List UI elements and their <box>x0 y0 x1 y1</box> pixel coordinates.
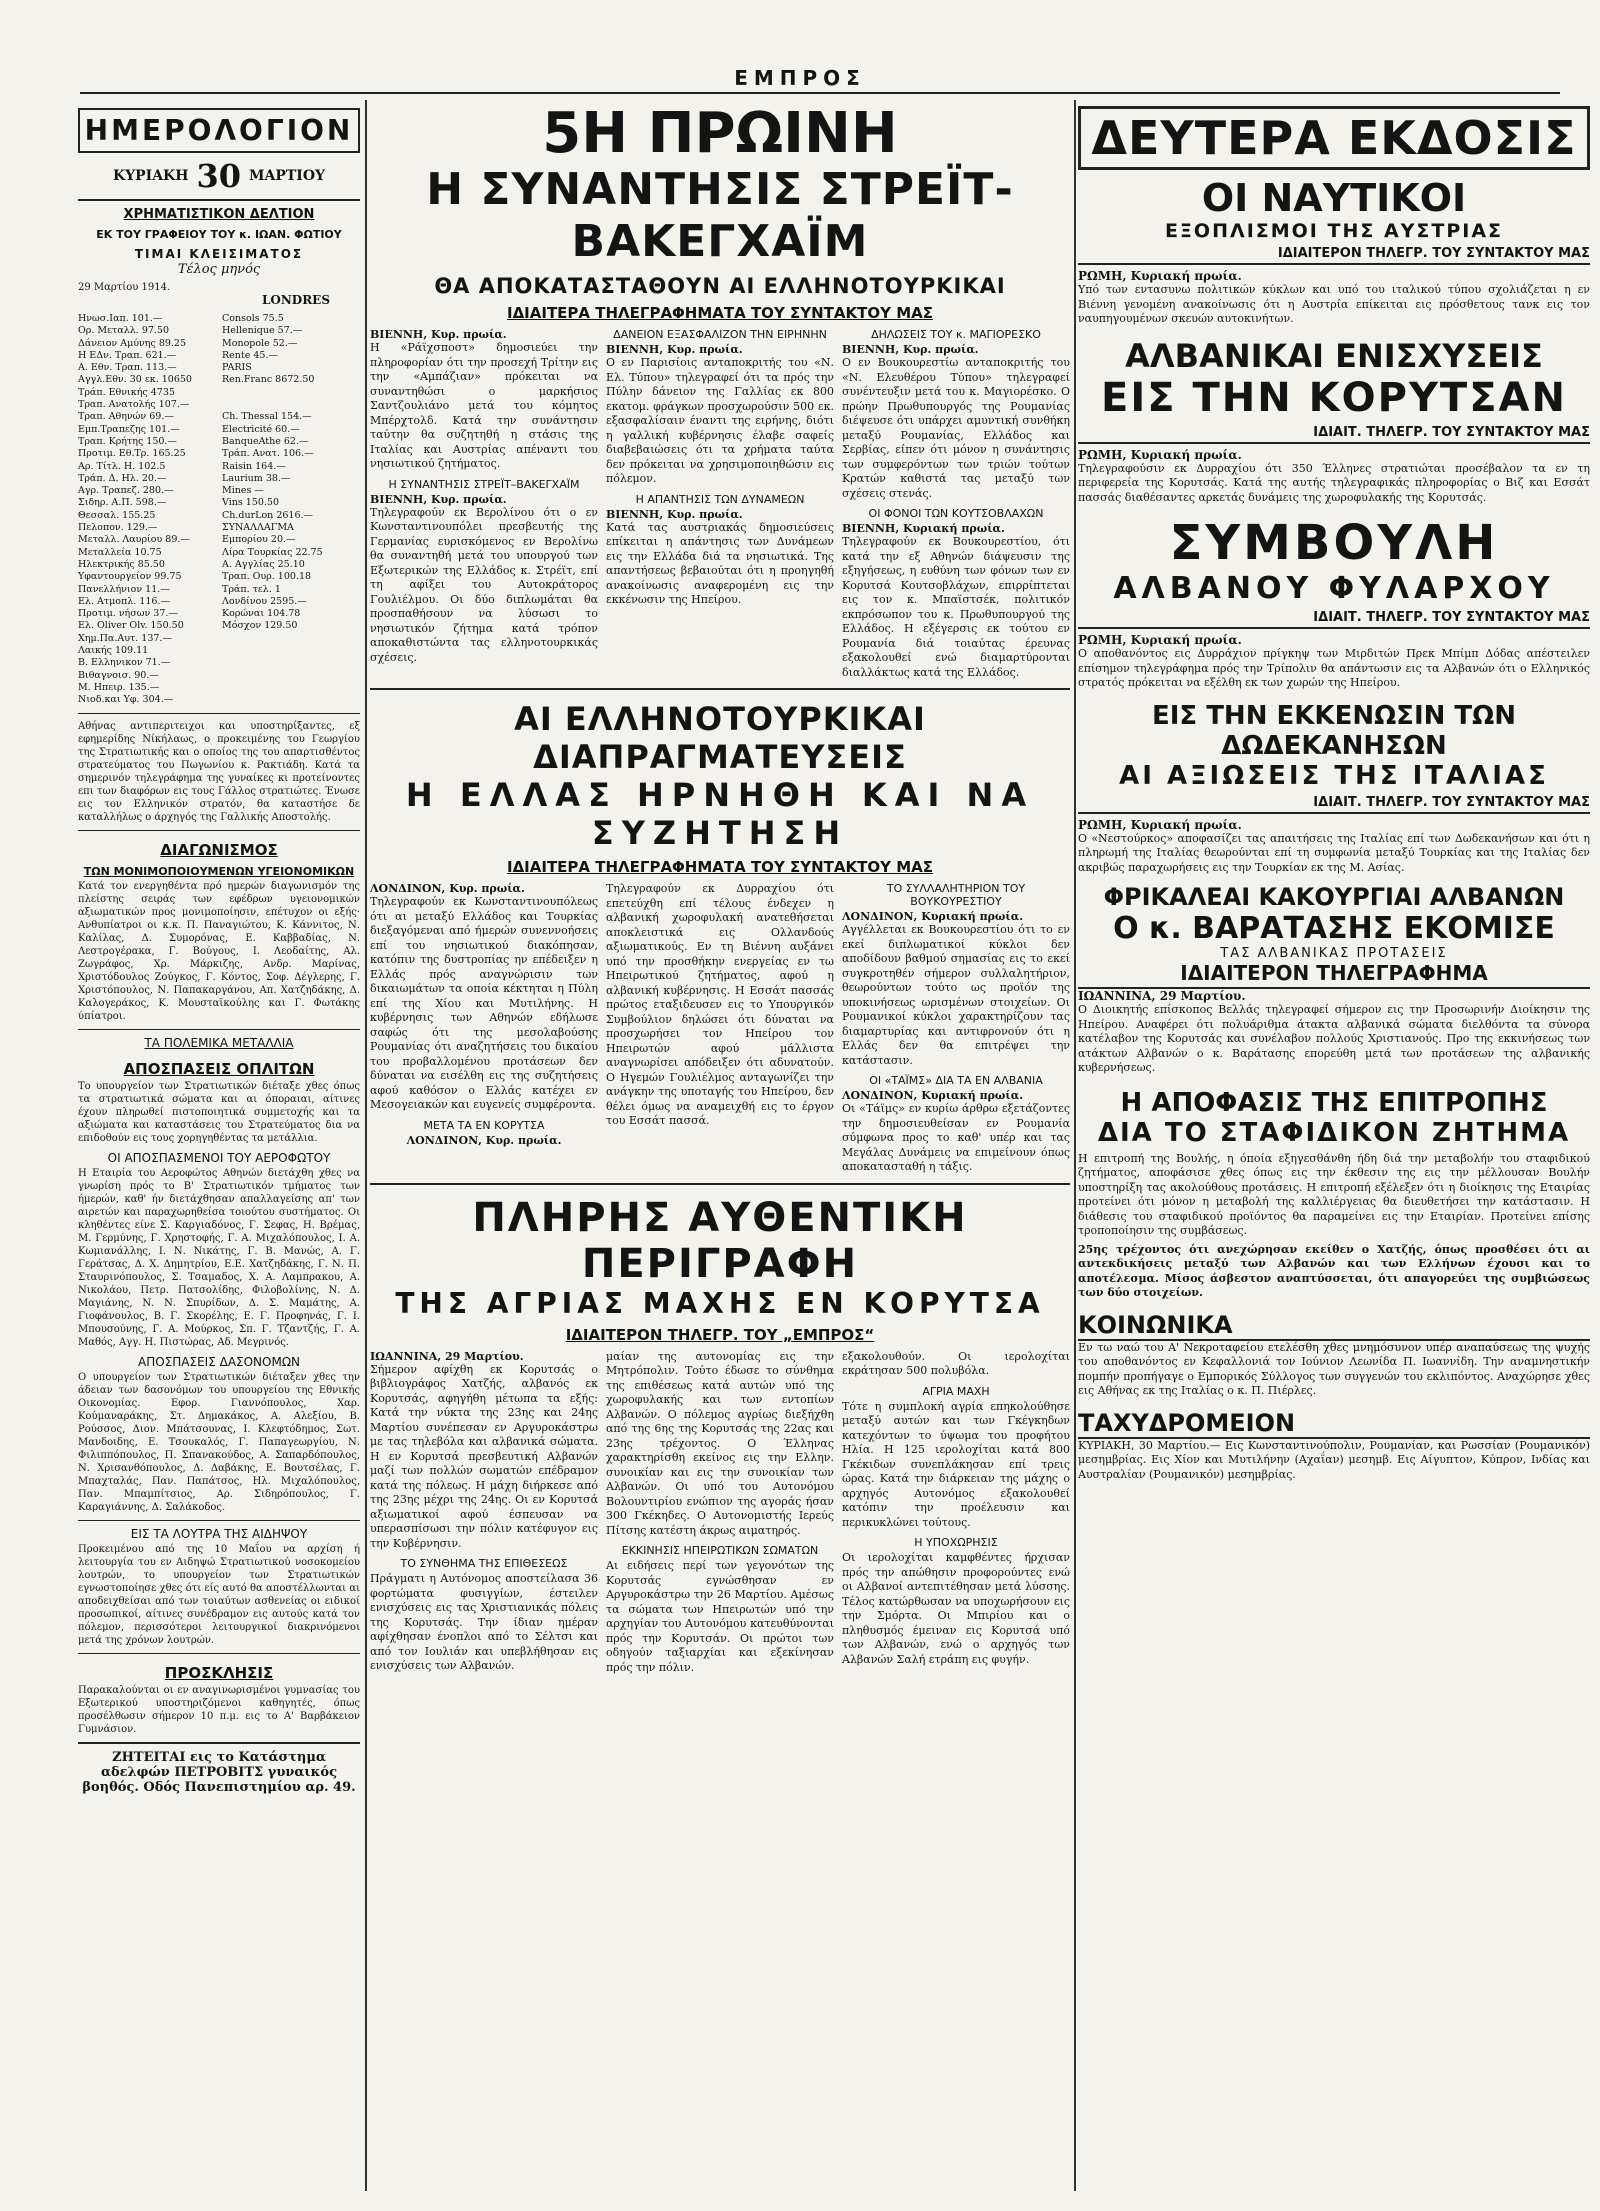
article-subtitle: ΟΙ ΦΟΝΟΙ ΤΩΝ ΚΟΥΤΣΟΒΛΑΧΩΝ <box>868 507 1044 520</box>
price-cell-right: Μόσχον 129.50 <box>222 620 298 632</box>
article-text: Σήμερον αφίχθη εκ Κορυτσάς ο βιβλιογράφος Χατζής, αλβανός εκ Κορυτσάς, αφηγήθη μέτωπα τα εξής: Κατά την νύκτα της 23ης και 24ης Μαρτίου συνέπεσαν εν Αργυροκάστρω με τας τηλεβόλα και αλβανικά σώματα. Η εν Κορυτσά πρεσβευτική Αλβανών μαζί των πολλών σωματών επέδραμον κατά της πόλεως. Η μάχη διήρκεσε από της 23ης μέχρι της 24ης. Οι εν Κορυτσά αξιωματικοί αφού έσπευσαν να υπερασπίσωσι την πόλιν κατέφυγον εις την Κυβέρνησιν. <box>370 1362 598 1550</box>
article-text: εξακολουθούν. Οι ιερολοχίται εκράτησαν 500 πολυβόλα. <box>842 1349 1070 1377</box>
headline-currant: ΔΙΑ ΤΟ ΣΤΑΦΙΔΙΚΟΝ ΖΗΤΗΜΑ <box>1097 1117 1571 1148</box>
price-cell-left: Μεταλλεία 10.75 <box>78 546 162 558</box>
price-cell-right <box>222 399 360 411</box>
price-cell-left: Μεταλλ. Λαυρίου 89.— <box>78 534 190 546</box>
article-subtitle: Η ΥΠΟΧΩΡΗΣΙΣ <box>914 1536 998 1549</box>
calendar-date-number: 30 <box>196 157 241 195</box>
classified-ad: ΖΗΤΕΙΤΑΙ εις το Κατάστημα αδελφών ΠΕΤΡΟΒΙΤΣ γυναικός βοηθός. Οδός Πανεπιστημίου αρ. 49. <box>82 1749 356 1795</box>
price-cell-left: Αρ. Τίτλ. Η. 102.5 <box>78 460 166 472</box>
secondments-title: ΑΠΟΣΠΑΣΕΙΣ ΟΠΛΙΤΩΝ <box>123 1059 315 1078</box>
telegram-banner: ΙΔΙΑΙΤΕΡΟΝ ΤΗΛΕΓΡΑΦΗΜΑ <box>1078 961 1590 989</box>
price-cell-right: Hellenique 57.— <box>222 325 303 337</box>
calendar-date <box>78 157 360 201</box>
article-text: 25ης τρέχοντος ότι ανεχώρησαν εκείθεν ο Χατζής, όπως προσθέσει ότι αι αντεκδικήσεις μεταξύ των Αλβανών και των Ελλήνων έχουσι και το αποτέλεσμα. Μίσος άσβεστον αναπτύσσεται, ότι απαγορεύει της συμβιώσεως των δύο στοιχείων. <box>1078 1242 1590 1299</box>
byline: ΒΙΕΝΝΗ, Κυρ. πρωία. <box>842 343 979 356</box>
section-headline: ΑΙ ΕΛΛΗΝΟΤΟΥΡΚΙΚΑΙ ΔΙΑΠΡΑΓΜΑΤΕΥΣΕΙΣ <box>514 700 926 776</box>
price-cell-right: Εμπορίου 20.— <box>222 534 296 546</box>
price-cell-left: Προτιμ. νήσων 37.— <box>78 608 178 620</box>
headline-advice: ΣΥΜΒΟΥΛΗ <box>1169 515 1499 571</box>
telegram-banner: ΙΔΙΑΙΤΕΡΑ ΤΗΛΕΓΡΑΦΗΜΑΤΑ ΤΟΥ ΣΥΝΤΑΚΤΟΥ ΜΑΣ <box>506 858 933 876</box>
article-col <box>606 328 834 680</box>
byline: ΙΩΑΝΝΙΝΑ, 29 Μαρτίου. <box>370 1349 524 1363</box>
article-text: Τηλεγραφούσιν εκ Δυρραχίου ότι 350 Έλληνες στρατιώται προσέβαλον τα εν τη περιφερεία της Κορυτσάς. Κατά της αυτής τηλεγραφικάς πληροφορίας ο Βιζ και Εσσάτ πασσάς διαθέσαντες αρκετάς δυνάμεις της χωροφυλακής της Κορυτσάς. <box>1078 461 1590 504</box>
price-cell-right: Κορώναι 104.78 <box>222 608 301 620</box>
price-cell-left: Βιθαγνοισ. 90.— <box>78 669 159 681</box>
top-articles <box>370 328 1070 680</box>
byline: ΡΩΜΗ, Κυριακή πρωία. <box>1078 817 1242 832</box>
article-text: μαίαν της αυτονομίας εις την Μητρόπολιν. Τούτο έδωσε το σύνθημα της επιθέσεως κατά αυτών υπό της χωροφυλακής και των εντοπίων Αλβανών. Ο πόλεμος αγρίως διεξήχθη από της 6ης της Κορυτσάς της 22ας και 23ης τρέχοντος. Ο Έλληνας χαρακτηρίσθη εκείνος εις την Ελλην. συνοικίαν και εις την συνοικίαν των Αλβανών. Οι υπό του Αυτονόμου Βολουντιρίου ενώπιον της αγοράς ήσαν 300 Γκέκηδες. Ο Αυτονομιστής Ιερεύς Πίτσης κατέστη άκρως αιματηρός. <box>606 1349 834 1537</box>
price-cell-right: Electricité 60.— <box>222 423 300 435</box>
price-cell-left: Ηνωσ.Ιαπ. 101.— <box>78 313 163 324</box>
right-column <box>1078 100 1590 2191</box>
divider <box>78 1029 360 1030</box>
article-col <box>606 882 834 1175</box>
social-title: ΚΟΙΝΩΝΙΚΑ <box>1078 1311 1590 1341</box>
price-cell-right: BanqueAthe 62.— <box>222 435 309 447</box>
price-cell-right <box>222 387 360 399</box>
article-col <box>370 882 598 1175</box>
left-column <box>78 100 360 2191</box>
price-cell-right: Λονδίνου 2595.— <box>222 595 307 607</box>
divider <box>78 1742 360 1744</box>
invitation-text: Παρακαλούνται οι εν αναγινωρισμένοι γυμνασίας του Εξωτερικού υποστηριζόμενοι καθηγητές, όπως προσέλθωσιν σήμερον 10 π.μ. εις το Α' Βαρβάκειον Γυμνάσιον. <box>78 1684 360 1735</box>
social-text: Εν τω ναώ του Α' Νεκροταφείου ετελέσθη χθες μνημόσυνον υπέρ αναπαύσεως της ψυχής του αποθανόντος εν Κεφαλλονιά τον Ιούνιον Λεωνίδα Π. Ιωαννίδη. Την αναμνηστικήν πομπήν προπήγαγε ο Εμπορικός Σύλλογος των συγγενών του εκλιπόντος. Αναχώρησε χθες εις Αθήνας εκ της Ιταλίας ο κ. Π. Πιέρλες. <box>1078 1340 1590 1397</box>
price-cell-left: Εμπ.Τραπεζης 101.— <box>78 423 180 435</box>
price-cell-left: Θεσσαλ. 155.25 <box>78 509 156 521</box>
divider <box>78 713 360 714</box>
byline: ΛΟΝΔΙΝΟΝ, Κυρ. πρωία. <box>370 882 525 895</box>
article-text: Ο εν Παρισίοις ανταποκριτής του «Ν. Ελ. Τύπου» τηλεγραφεί ότι τα πρός την Πύλην δάνειον της Γαλλίας εκ 800 εκατομ. φράγκων προσχωρούσιν 500 εκ. εξασφαλίσαιν έναντι της ειρήνης, διότι η γαλλική κυβέρνησις έλαβε σαφείς διαβεβαιώσεις ότι τα χρήματα ταύτα δεν πρόκειται να χρησιμοποιηθώσιν εις πόλεμον. <box>606 356 834 485</box>
main-subheadline: ΘΑ ΑΠΟΚΑΤΑΣΤΑΘΟΥΝ ΑΙ ΕΛΛΗΝΟΤΟΥΡΚΙΚΑΙ <box>434 274 1006 298</box>
stock-bulletin-source: ΕΚ ΤΟΥ ΓΡΑΦΕΙΟΥ ΤΟΥ κ. ΙΩΑΝ. ΦΩΤΙΟΥ <box>96 228 342 241</box>
article-text: Ο «Νεστούρκος» αποφασίζει τας απαιτήσεις της Ιταλίας επί των Δωδεκανήσων και ότι η πληρωμή της Ιταλίας θεωρούνται επί τη συμφωνία μεταξύ Τουρκίας και της Ιταλίας δεν ακριβώς παραχωρήσεις εις την Τουρκίαν εκ της Μ. Ασίας. <box>1078 831 1590 874</box>
stock-bulletin-title: ΧΡΗΜΑΤΙΣΤΙΚΟΝ ΔΕΛΤΙΟΝ <box>123 207 315 222</box>
divider <box>370 1183 1070 1185</box>
headline-naval-sub: ΕΞΟΠΛΙΣΜΟΙ ΤΗΣ ΑΥΣΤΡΙΑΣ <box>1164 220 1504 242</box>
price-cell-left: Τραπ. Κρήτης 150.— <box>78 435 177 447</box>
article-subtitle: ΤΟ ΣΥΛΛΑΛΗΤΗΡΙΟΝ ΤΟΥ ΒΟΥΚΟΥΡΕΣΤΙΟΥ <box>886 882 1026 908</box>
article-subtitle: ΔΑΝΕΙΟΝ ΕΞΑΣΦΑΛΙΖΟΝ ΤΗΝ ΕΙΡΗΝΗΝ <box>613 328 827 341</box>
calendar-day: ΚΥΡΙΑΚΗ <box>112 168 189 184</box>
price-cell-right <box>222 694 360 706</box>
headline-committee: Η ΑΠΟΦΑΣΙΣ ΤΗΣ ΕΠΙΤΡΟΠΗΣ <box>1120 1087 1548 1118</box>
headline-proposals: ΤΑΣ ΑΛΒΑΝΙΚΑΣ ΠΡΟΤΑΣΕΙΣ <box>1220 946 1448 961</box>
column-divider <box>365 100 367 2191</box>
contest-text: Κατά τον ενεργηθέντα πρό ημερών διαγωνισμόν της πλείστης σειράς των εφέδρων υγειονομικών αξιωματικών προς μονιμοποίησιν, επέτυχον οι εξής· Ανθυπίατροι οι κ.κ. Π. Παναγιώτου, Κ. Κάννιτος, Ν. Καλίλας, Δ. Συμορόνας, Ε. Καββαδίας, Ν. Λεστρογέρακα, Γ. Βούγους, Ι. Λεοδαίτης, Αλ. Ζωγράφος, Χρ. Μάρκιζης, Ανδρ. Μαρίνας, Χριστόδουλος Ζούγκος, Γ. Κόντος, Σοφ. Δέγλερης, Γ. Χριστόπουλος, Ν. Παπακαργάνου, Απ. Χατζηδάκης, Δ. Καλογεράκος, Κ. Μουσταϊκούλης και Γ. Φωτάκης ύπίατροι. <box>78 880 360 1022</box>
masthead <box>0 66 1600 90</box>
price-cell-right: Mines — <box>222 485 264 497</box>
contest-title: ΔΙΑΓΩΝΙΣΜΟΣ <box>160 840 278 859</box>
headline-naval: ΟΙ ΝΑΥΤΙΚΟΙ <box>1201 176 1467 220</box>
headline-chieftain: ΑΛΒΑΝΟΥ ΦΥΛΑΡΧΟΥ <box>1113 571 1555 606</box>
price-cell-left: Ελ. Ατμοπλ. 116.— <box>78 595 170 607</box>
price-cell-left: Τραπ. Αθηνών 69.— <box>78 411 174 423</box>
divider <box>78 830 360 831</box>
price-cell-right: Τραπ. Ουρ. 100.18 <box>222 571 312 583</box>
price-cell-right: Monopole 52.— <box>222 337 298 349</box>
article-text: Ο εν Βουκουρεστίω ανταποκριτής του «Ν. Ελευθέρου Τύπου» τηλεγραφεί συνέντευξιν μετά του κ. Μαγιορέσκο. Ο πρώην Πρωθυπουργός της Ρουμανίας διέψευσε ότι υπάρχει αμυντική συνθήκη μεταξύ Ρουμανίας, Ελλάδος και Σερβίας, είπεν ότι μόνον η συνάντησις των συμφερόντων των τριών τούτων Κρατών καθιστά τας μεταξύ των σχέσεις στενάς. <box>842 356 1070 500</box>
article-text: Ο Διοικητής επίσκοπος Βελλάς τηλεγραφεί σήμερον εις την Προσωρινήν Διοίκησιν της Ηπείρου. Αναφέρει ότι πολυάριθμα άτακτα αλβανικά σώματα διελθόντα τα σύνορα κατέλαβον της Κορυτσάς και συνέλαβον πολλούς Χριστιανούς. Προ της εκκινήσεως των ατάκτων Αλβανών ο κ. Βαράτασης επορεύθη μετά των προτάσεων της αλβανικής κυβερνήσεως. <box>1078 1003 1590 1074</box>
price-cell-right: Laurium 38.— <box>222 472 291 484</box>
article-subtitle: ΔΗΛΩΣΕΙΣ ΤΟΥ κ. ΜΑΓΙΟΡΕΣΚΟ <box>871 328 1041 341</box>
price-cell-right: Τράπ. τελ. 1 <box>222 583 281 595</box>
calendar-title: ΗΜΕΡΟΛΟΓΙΟΝ <box>78 108 360 153</box>
article-text: Υπό των εντασυνω πολιτικών κύκλων και υπό του ιταλικού τύπου σχολιάζεται η εν Βιέννη γενομένη ανακοίνωσις ότι η Αυστρία επίκειται εις πρόσθετους τανκ εις τον ναυπηγουμένων σκευών αυτοκινήτων. <box>1078 283 1590 325</box>
article-col <box>370 328 598 680</box>
price-cell-right: PARIS <box>222 362 252 374</box>
byline: ΡΩΜΗ, Κυριακή πρωία. <box>1078 269 1242 283</box>
divider <box>78 1520 360 1521</box>
battle-headline: ΠΛΗΡΗΣ ΑΥΘΕΝΤΙΚΗ ΠΕΡΙΓΡΑΦΗ <box>472 1194 968 1287</box>
telegram-banner: ΙΔΙΑΙΤ. ΤΗΛΕΓΡ. ΤΟΥ ΣΥΝΤΑΚΤΟΥ ΜΑΣ <box>1078 795 1590 814</box>
masthead-title: ΕΜΠΡΟΣ <box>734 66 866 90</box>
price-cell-right: Α. Αγγλίας 25.10 <box>222 558 305 570</box>
headline-atrocities: ΦΡΙΚΑΛΕΑΙ ΚΑΚΟΥΡΓΙΑΙ ΑΛΒΑΝΩΝ <box>1103 883 1565 911</box>
post-office-title: ΤΑΧΥΔΡΟΜΕΙΟΝ <box>1078 1409 1590 1439</box>
price-cell-left: Αγρ. Τραπεζ. 280.— <box>78 485 174 497</box>
price-cell-right: ΣΥΝΑΛΛΑΓΜΑ <box>222 522 294 534</box>
byline: ΒΙΕΝΝΗ, Κυρ. πρωία. <box>370 328 507 341</box>
price-cell-right: Τράπ. Ανατ. 106.— <box>222 448 314 460</box>
middle-articles <box>370 882 1070 1175</box>
battle-headline-2: ΤΗΣ ΑΓΡΙΑΣ ΜΑΧΗΣ ΕΝ ΚΟΡΥΤΣΑ <box>395 1286 1045 1320</box>
price-cell-left: Δάνειον Αμύνης 89.25 <box>78 337 187 349</box>
divider <box>78 1653 360 1654</box>
price-cell-right: Ch. Thessal 154.— <box>222 411 312 423</box>
article-subtitle: ΑΓΡΙΑ ΜΑΧΗ <box>922 1384 990 1398</box>
headline-varatasis: Ο κ. ΒΑΡΑΤΑΣΗΣ ΕΚΟΜΙΣΕ <box>1113 911 1555 946</box>
price-cell-left: Αγγλ.Εθν. 30 εκ. 10650 <box>78 374 192 386</box>
article-text: Κατά τας αυστριακάς δημοσιεύσεις επίκειται η απάντησις των Δυνάμεων εις την Ελλάδα διά τα νησιωτικά. Της απαντήσεως βεβαιούται ότι η προηγηθή ανακοίνωσις αναφερομένη εις την εκκένωσιν της Ηπείρου. <box>606 520 834 606</box>
article-text: Τηλεγραφούν εκ Βουκουρεστίου, ότι κατά την εξ Αθηνών διάψευσιν της εξηγήσεως, η ευθύνη των φόνων των εν Κορυτσά Κουτσοβλάχων, επιρρίπτεται εις τον κ. Μπαϊστσέκ, πολιτικόν εκπρόσωπον του κ. Πρωθυπουργού της Ελλάδος. Η εξέγερσις εκ τούτου εν Ρουμανία διά τοιαύτας έρευνας εξακολουθεί ενώ διαμαρτύρονται διαλλάκτως κατά της Ελλάδος. <box>842 535 1070 679</box>
price-cell-left: Ηλεκτρικής 85.50 <box>78 558 165 570</box>
headline-albanian-reinforcements: ΑΛΒΑΝΙΚΑΙ ΕΝΙΣΧΥΣΕΙΣ <box>1125 336 1543 375</box>
foresters-text: Ο υπουργείον των Στρατιωτικών διέταξεν χθες την άδειαν των δασονόμων του υπουργείου της Εθνικής Οικονομίας. Εφορ. Γιαννόπουλος, Χαρ. Κούμαναράκης, Στ. Δημακάκος, Α. Αλεξίου, Β. Ρούσσος, Διον. Μπάτσουνας, Ι. Κλεφτόδημος, Σωτ. Μανδοιδης, Ε. Τσουκαλός, Γ. Παπαγεωργίου, Ν. Φιλιππόπουλος, Π. Σπανακούδος, Α. Σαπαρδόπουλος, Ν. Χρισανθόπουλος, Δ. Δαβάκης, Ε. Βουτσέλας, Γ. Μπαχταλάς, Παν. Παπάτσος, Ηλ. Μιχαλόπουλος, Παν. Μπαμπίτσιος, Αρ. Σιδηρόπουλος, Γ. Καραγιάννης, Δ. Σαλάκοδος. <box>78 1371 360 1513</box>
telegram-banner: ΙΔΙΑΙΤ. ΤΗΛΕΓΡ. ΤΟΥ ΣΥΝΤΑΚΤΟΥ ΜΑΣ <box>1078 610 1590 629</box>
telegram-banner: ΙΔΙΑΙΤΕΡΟΝ ΤΗΛΕΓΡ. ΤΟΥ „ΕΜΠΡΟΣ“ <box>565 1325 875 1344</box>
calendar-month: ΜΑΡΤΙΟΥ <box>248 168 326 184</box>
article-col <box>370 1350 598 1676</box>
telegram-banner: ΙΔΙΑΙΤΕΡΑ ΤΗΛΕΓΡΑΦΗΜΑΤΑ ΤΟΥ ΣΥΝΤΑΚΤΟΥ ΜΑΣ <box>506 304 933 322</box>
price-cell-left: Τράπ. Εθνικής 4735 <box>78 386 175 398</box>
article-text: Τηλεγραφούν εκ Δυρραχίου ότι επετεύχθη επί τέλους ένδεχεν η αλβανική χωροφυλακή ανατεθήσεται αποκλειστικά εις Ολλανδούς αξιωματικούς. Εν τη Βιέννη αυξάνει υπό την προσθήκην ενεργείας εν τω Ηπειρωτικού ζητήματος, αφού η αλβανική κυβέρνησις. Η Εσσάτ πασσάς πρώτος εταξιδευσεν εις το Υπουργικόν Συμβούλιον δηλώσει ότι δύναται να προσχωρήσει τον Ηπείρου τον Ηπειρωτών αφού μάλλιστα αναγνωρίσει απόδειξεν ότι αδυνατούν. Ο Ηγεμών Γουλιέλμος ανταγωνίζει την ανάγκην της υποταγής του Ηπείρου, δεν θέλει όμως να αναμειχθή εις το έργον του Εσσάτ πασσά. <box>606 882 834 1127</box>
price-cell-right: Ren.Franc 8672.50 <box>222 374 315 386</box>
invitation-title: ΠΡΟΣΚΛΗΣΙΣ <box>164 1663 274 1682</box>
price-cell-right <box>222 645 360 657</box>
byline: ΛΟΝΔΙΝΟΝ, Κυριακή πρωία. <box>842 1089 1024 1102</box>
article-subtitle: ΤΟ ΣΥΝΘΗΜΑ ΤΗΣ ΕΠΙΘΕΣΕΩΣ <box>400 1557 568 1570</box>
article-text: Η επιτροπή της Βουλής, η όποία εξηγεσθάνθη ήδη διά την μεταβολήν του σταφιδικού ζητήματος, αποφάσισε χθες όπως εις την έκθεσιν της εις την μέλλουσαν Βουλήν υποστηρίξη τας ακολούθους προτάσεις. Η επιτροπή εξέλεξεν ότι η διοίκησις της Εταιρίας προτείνει ότι μόνον η μεταβολή της καλλιέργειας θα διευθετήσει την κατάστασιν. Η διάθεσις του σταφιδικού προϊόντος θα παραμείνει εις την Εταιρίαν. Προτείνει επίσης τροποποίησιν της συμβάσεως. <box>1078 1151 1590 1237</box>
article-text: Ο αποθανόντος εις Δυρράχιον πρίγκηψ των Μιρδιτών Πρεκ Μπίμπ Δόδας απέστειλεν επίσημον τηλεγράφημα πρός την Τρίπολιν θα απάντωσιν εις τα Αλβανών ότι ο Ελληνικός στρατός πρόκειται να εξέλθη εκ των χωρών της Ηπείρου. <box>1078 647 1590 689</box>
article-text: Η «Ράϊχσποστ» δημοσιεύει την πληροφορίαν ότι την προσεχή Τρίτην εις την «Αμπάζιαν» πρόκειται να συναντηθώσι ο μαρκήσιος Σαντζουλιάνο μετά του κόμητος Μπέρχτολδ. Κατά την συνάντησιν ταύτην θα συζητηθή η στάσις της Ιταλίας και Αυστρίας απέναντι του νησιωτικού ζητήματος. <box>370 341 598 470</box>
foresters-title: ΑΠΟΣΠΑΣΕΙΣ ΔΑΣΟΝΟΜΩΝ <box>138 1354 300 1369</box>
article-col <box>842 882 1070 1175</box>
section-headline-2: Η ΕΛΛΑΣ ΗΡΝΗΘΗ ΚΑΙ ΝΑ ΣΥΖΗΤΗΣΗ <box>405 776 1035 852</box>
byline: ΒΙΕΝΝΗ, Κυρ. πρωία. <box>606 343 743 356</box>
article-col <box>606 1350 834 1676</box>
article-text: Τηλεγραφούν εκ Βερολίνου ότι ο εν Κωνσταντινουπόλει πρεσβευτής της Γερμανίας ευρισκόμενος εν Βερολίνω θα συναντηθή μετά του υπουργού των Εξωτερικών της Ελλάδος κ. Στρέϊτ, επί τη αφίξει του Αυτοκράτορος Γουλιέλμου. Οι δύο διπλωμάται θα προσπαθήσουν να λύσωσι το νησιωτικόν ζήτημα κατά τρόπον αποκαθιστώντα τας ελληνοτουρκικάς σχέσεις. <box>370 505 598 664</box>
byline: ΒΙΕΝΝΗ, Κυρ. πρωία. <box>370 492 507 506</box>
article-text: Πράγματι η Αυτόνομος αποστείλασα 36 φορτώματα φυσιγγίων, έστειλεν ενισχύσεις εις τας Χριστιανικάς πόλεις της Κορυτσάς. Την ίδιαν ημέραν αφίχθησαν ένοπλοι από το Σέλτσι και από τον Ιουλιάν και υπεβλήθησαν εις ενισχύσεις των Αλβανών. <box>370 1572 598 1672</box>
article-subtitle: Η ΣΥΝΑΝΤΗΣΙΣ ΣΤΡΕΪΤ–ΒΑΚΕΓΧΑΪΜ <box>388 477 580 491</box>
price-cell-right <box>222 657 360 669</box>
price-cell-left: Η ΕΔν. Τραπ. 621.— <box>78 349 177 361</box>
price-cell-left: Β. Ελληνικον 71.— <box>78 657 171 669</box>
headline-korytsa: ΕΙΣ ΤΗΝ ΚΟΡΥΤΣΑΝ <box>1101 374 1567 421</box>
price-cell-left: Ορ. Μεταλλ. 97.50 <box>78 325 170 337</box>
news-note: Αθήνας αντιπεριτειχοι και υποστηρίξαντες, εξ εφημερίδης Νίκήλαως, ο προκειμένης του Γεωργίου της Στρατιωτικής και ο οποίος της του απαρτισθέντος στρατεύματος του Πωγωνίου κ. Ρακτιάδη. Κατά τα σημερινόν τηλεγράφημα της γυναίκες κι προτείνοντες επι των διαφόρων εις τους Γάλλος στρατιώτες. Ένωσε εις τον Ελληνικόν στρατόν, θα καταστήσε δε καταλλήλως ο άρχηγός της Γαλλικής Αποστολής. <box>78 720 360 823</box>
article-subtitle: ΜΕΤΑ ΤΑ ΕΝ ΚΟΡΥΤΣΑ <box>423 1118 545 1132</box>
medals-title: ΤΑ ΠΟΛΕΜΙΚΑ ΜΕΤΑΛΛΙΑ <box>144 1035 294 1050</box>
byline: ΛΟΝΔΙΝΟΝ, Κυριακή πρωία. <box>842 910 1024 923</box>
price-cell-left: Τραπ. Ανατολής 107.— <box>78 399 190 411</box>
price-table <box>78 313 360 707</box>
secondments-text: Το υπουργείον των Στρατιωτικών διέταξε χθες όπως τα στρατιωτικά σώματα και αι όποραιαι, αίτινες έχουν πληρωθεί πιστοποιητικά συμμετοχής και τα αξιώματα και καταστάσεις του Στρατεύματος δια να επιδοθούν εις τους χορηγηθέντας τα μετάλλια. <box>78 1080 360 1144</box>
article-subtitle: ΕΚΚΙΝΗΣΙΣ ΗΠΕΙΡΩΤΙΚΩΝ ΣΩΜΑΤΩΝ <box>621 1544 819 1557</box>
price-cell-right <box>222 633 360 645</box>
price-cell-left: Σιδηρ. Α.Π. 598.— <box>78 497 167 509</box>
byline: ΒΙΕΝΝΗ, Κυριακή πρωία. <box>842 522 1005 535</box>
post-office-text: ΚΥΡΙΑΚΗ, 30 Μαρτίου.— Εις Κωνσταντινούπολιν, Ρουμανίαν, και Ρωσσίαν (Ρουμανικόν) μεσημβρίας. Εις Χίον και Μυτιλήνην (Αχαΐαν) μεσημβ. Εις Αίγυπτον, Κύπρον, Ινδίας και Αυστραλίαν (Ρουμανικόν) μεσημβρίας. <box>1078 1438 1590 1481</box>
price-cell-right: Raisin 164.— <box>222 460 286 472</box>
article-text: Αι ειδήσεις περί των γεγονότων της Κορυτσάς εγνώσθησαν εν Αργυροκάστρω την 26 Μαρτίου. Αμέσως τα σώματα των Ηπειρωτών υπό την αρχηγίαν του Αυτονόμου κατευθύνονται πρός την Κορυτσάν. Οι πρώτοι των οδηγούν ταξιαρχίαι και εξεκίνησαν πρός την πόλιν. <box>606 1559 834 1674</box>
divider <box>370 688 1070 690</box>
article-text: Οι ιερολοχίται καμφθέντες ήρχισαν πρός την απώθησιν προφορούντες ενώ οι Αλβανοί αντεπιτέθησαν μετά λύσσης. Τέλος κατώρθωσαν να υποχωρήσουν εις την Σμόρτα. Οι Μπιρίου και ο πληθυσμός έμειναν εις Κορυτσά υπό των Αλβανών, ενώ ο αρχηγός των Αλβανών Σαλή ετράπη εις φυγήν. <box>842 1551 1070 1666</box>
byline: ΒΙΕΝΝΗ, Κυρ. πρωία. <box>606 507 743 521</box>
price-cell-left: Μ. Ηπειρ. 135.— <box>78 681 160 693</box>
price-cell-left: Πανελλήνιον 11.— <box>78 583 170 595</box>
article-text: Τότε η συμπλοκή αγρία επηκολούθησε μεταξύ αυτών και των Γκέγκηδων κατεχόντων το ύψωμα του προφήτου Ηλία. Η 125 ιερολοχίται κατά 800 Γκέκιδων συνεπλάκησαν επί τρεις ώρας. Κατά την διάρκειαν της μάχης ο αρχηγός Αυτονόμος εξακολουθεί κατόπιν την προέλευσιν και περικυκλώνει τούτους. <box>842 1399 1070 1529</box>
top-rule <box>80 92 1560 94</box>
center-column <box>370 100 1070 2191</box>
price-cell-right: Λίρα Τουρκίας 22.75 <box>222 546 323 558</box>
article-col <box>842 328 1070 680</box>
aerofoto-text: Η Εταιρία του Αεροφώτος Αθηνών διετάχθη χθες να γνωρίση πρός το Β' Στρατιωτικόν τμήματος των ήμερών, καθ' ήν διετάχθησαν απαλλαγείσης απ' των αιρετών και παραχωρηθείσα τοιούτου συστήματος. Οι κληθέντες είνε Σ. Καργιαδόνος, Γ. Σεφας, Η. Βρέμας, Μ. Γερμύνης, Γ. Χρηστοφής, Γ. Α. Μιχαλόπουλος, Ι. Α. Κωμιανάλλης, Ι. Ν. Νικάτης, Γ. Β. Μανώς, Α. Γ. Γεράτσας, Δ. Χ. Δημητρίου, Ε.Ε. Χατζηδάκης, Γ. Ν. Π. Σταυρινόπουλος, Σ. Τσαμαδος, Χ. Α. Λαμπρακου, Α. Νικολάου, Πετρ. Πατσολίδης, Φιλοβολίνης, Ν. Δ. Μαγιάνης, Ν. Ν. Σπυρίδων, Δ. Σ. Μαμάτης, Α. Γιοφάνουλος, Β. Γ. Σκορέλης, Ε. Γ. Προφηνάς, Γ. Ι. Μπουσούνης, Γ. Α. Μούρκος, Σπ. Γ. Τζαντζής, Γ. Α. Μαθός, Αγγ. Η. Πιστώρας, Αδ. Μεγρινός. <box>78 1167 360 1348</box>
baths-title: ΕΙΣ ΤΑ ΛΟΥΤΡΑ ΤΗΣ ΑΙΔΗΨΟΥ <box>130 1526 308 1541</box>
byline: ΙΩΑΝΝΙΝΑ, 29 Μαρτίου. <box>1078 989 1246 1003</box>
bottom-articles <box>370 1350 1070 1676</box>
contest-subtitle: ΤΩΝ ΜΟΝΙΜΟΠΟΙΟΥΜΕΝΩΝ ΥΓΕΙΟΝΟΜΙΚΩΝ <box>83 864 355 878</box>
article-text: Αγγέλλεται εκ Βουκουρεστίου ότι το εν εκεί διπλωματικοί κύκλοι δεν αποδίδουν βαθμού σημασίας εις το εκεί συγκροτηθέν σήμερον συλλαλητήριον, θεωρούντων τούτο ως προϊόν της υποκινήσεως ωρισμένων στοιχείων. Οι Ρουμανικοί κύκλοι χαρακτηρίζουν τας διαμαρτυρίας και αντιφρονούν ότι η Ελλάς δεν θα επιτρέψει την κατάστασιν. <box>842 923 1070 1067</box>
price-cell-left: Υφαντουργείον 99.75 <box>78 571 182 583</box>
price-cell-left: Ελ. Oliver Olv. 150.50 <box>78 620 184 632</box>
article-text: Οι «Τάϊμς» εν κυρίω άρθρω εξετάζοντες την δημοσιευθείσαν εν Ρουμανία σύμφωνα προς το καθ' υπέρ και τας Μεγάλας Δυνάμεις να επιμείνουν όπως αποκατασταθή η τάξις. <box>842 1102 1070 1173</box>
telegram-banner: ΙΔΙΑΙΤ. ΤΗΛΕΓΡ. ΤΟΥ ΣΥΝΤΑΚΤΟΥ ΜΑΣ <box>1078 425 1590 444</box>
headline-dodecanese: ΕΙΣ ΤΗΝ ΕΚΚΕΝΩΣΙΝ ΤΩΝ ΔΩΔΕΚΑΝΗΣΩΝ <box>1151 700 1517 761</box>
stock-bulletin-closing: ΤΙΜΑΙ ΚΛΕΙΣΙΜΑΤΟΣ <box>134 247 304 261</box>
article-text: Τηλεγραφούν εκ Κωνσταντινουπόλεως ότι αι μεταξύ Ελλάδος και Τουρκίας διεξαγόμεναι από ήμερών συνεννοήσεις επί του νησιωτικού διακόπησαν, κατόπιν της δυστροπίας ην επέδειξεν η Ελλάς πρός αναγνώρισιν των δικαιωμάτων τα οποία κέκτηται η Πύλη επί της Χίου και Μυτιλήνης. Η κυβέρνησις των Αθηνών εδήλωσε σαφώς ότι της μεσολαβούσης Ρουμανίας ότι αναζητήσεις του δικαίου του προβαλλομένου προτάσεων δεν δύναται να εισέλθη εις της συζητήσεις αφού καθόσον ο Ελλάς κατέχει εν Μεσογειακών και ευγενείς συμφέροντα. <box>370 895 598 1111</box>
price-cell-left: Χημ.Πα.Αυτ. 137.— <box>78 632 172 644</box>
price-cell-left: Προτιμ. Εθ.Τρ. 165.25 <box>78 448 186 460</box>
telegram-banner: ΙΔΙΑΙΤΕΡΟΝ ΤΗΛΕΓΡ. ΤΟΥ ΣΥΝΤΑΚΤΟΥ ΜΑΣ <box>1078 246 1590 265</box>
byline: ΛΟΝΔΙΝΟΝ, Κυρ. πρωία. <box>406 1133 562 1147</box>
price-cell-right <box>222 670 360 682</box>
second-edition-banner: ΔΕΥΤΕΡΑ ΕΚΔΟΣΙΣ <box>1078 106 1590 170</box>
price-cell-right <box>222 682 360 694</box>
aerofoto-title: ΟΙ ΑΠΟΣΠΑΣΜΕΝΟΙ ΤΟΥ ΑΕΡΟΦΩΤΟΥ <box>107 1150 331 1165</box>
article-subtitle: Η ΑΠΑΝΤΗΣΙΣ ΤΩΝ ΔΥΝΑΜΕΩΝ <box>635 492 805 506</box>
column-divider <box>1074 100 1076 2191</box>
price-cell-left: Τράπ. Δ. Ηλ. 20.— <box>78 472 167 484</box>
stock-bulletin-italic: Τέλος μηνός <box>177 262 261 277</box>
london-label: LONDRES <box>261 293 330 307</box>
article-subtitle: ΟΙ «ΤΑΪΜΣ» ΔΙΑ ΤΑ ΕΝ ΑΛΒΑΝΙΑ <box>869 1074 1043 1087</box>
price-cell-left: Νιοδ.και Υφ. 304.— <box>78 694 174 706</box>
price-cell-right: Rente 45.— <box>222 349 278 361</box>
byline: ΡΩΜΗ, Κυριακή πρωία. <box>1078 633 1242 647</box>
price-cell-left: Α. Εθν. Τραπ. 113.— <box>78 362 177 374</box>
headline-italy-claims: ΑΙ ΑΞΙΩΣΕΙΣ ΤΗΣ ΙΤΑΛΙΑΣ <box>1119 760 1549 791</box>
price-cell-right: Ch.durLon 2616.— <box>222 509 314 521</box>
baths-text: Προκειμένου από της 10 Μαΐου να αρχίση ή λειτουργία του εν Αιδηψώ Στρατιωτικού νοσοκομείου λουτρών, το υπουργείον των Στρατιωτικών εγνωστοποίησε χθες ότι είς αυτό θα αποστέλλωνται αι αποδειχθείσαι από των τοιαύτων ασθενείας οι ειδικοί προσωπικοί, αίτινες συνέδραμον εις αυτούς κατά τον πόλεμον, περισσότεροι λειτουργικοί διακρινόμενοι μετά της χρόνων λουτρών. <box>78 1543 360 1646</box>
price-cell-right: Consols 75.5 <box>222 313 284 324</box>
price-cell-right: Vins 150.50 <box>222 497 279 509</box>
article-col <box>842 1350 1070 1676</box>
main-headline: Η ΣΥΝΑΝΤΗΣΙΣ ΣΤΡΕΪΤ-ΒΑΚΕΓΧΑΪΜ <box>426 164 1014 267</box>
price-cell-left: Λαικής 109.11 <box>78 645 149 657</box>
edition-title: 5Η ΠΡΩΙΝΗ <box>542 101 898 166</box>
stock-bulletin-date: 29 Μαρτίου 1914. <box>78 282 171 293</box>
byline: ΡΩΜΗ, Κυριακή πρωία. <box>1078 447 1242 462</box>
price-cell-left: Πελοπον. 129.— <box>78 522 158 534</box>
